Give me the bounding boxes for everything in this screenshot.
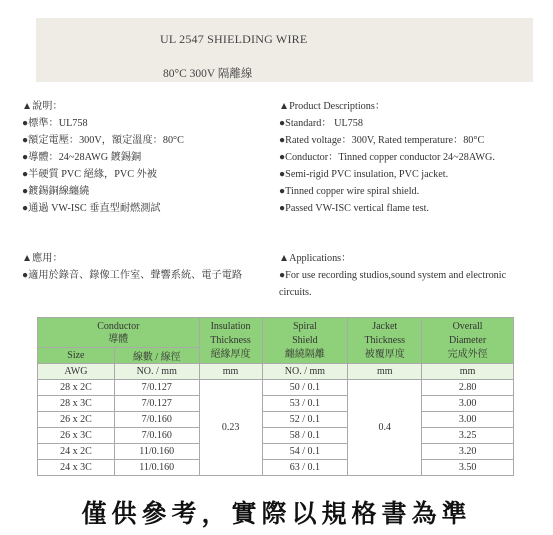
cell-spiral: 54 / 0.1 — [262, 444, 348, 460]
header-jacket-l2: Thickness — [364, 334, 405, 346]
description-en — [279, 98, 541, 217]
table-row — [38, 396, 514, 412]
table-row — [38, 460, 514, 476]
cell-insulation: 0.23 — [199, 380, 262, 476]
cell-conductor: 7/0.160 — [114, 428, 199, 444]
desc-zh-line: ●額定電壓：300V，額定溫度：80°C — [22, 135, 184, 146]
desc-zh-line: ●鍍錫銅線纏繞 — [22, 186, 90, 197]
cell-diameter: 3.25 — [422, 428, 514, 444]
header-insulation-l3: 絕緣厚度 — [210, 348, 251, 360]
description-zh — [22, 98, 272, 217]
desc-zh-line: ▲說明： — [22, 101, 63, 112]
header-conductor-en: Conductor — [97, 320, 140, 332]
desc-en-line: ●Standard： UL758 — [279, 118, 363, 129]
header-diameter-l1: Overall — [452, 320, 483, 332]
table-row — [38, 444, 514, 460]
cell-spiral: 53 / 0.1 — [262, 396, 348, 412]
header-diameter-l2: Diameter — [448, 334, 487, 346]
desc-zh-line: ●半硬質 PVC 絕緣，PVC 外被 — [22, 169, 157, 180]
cell-spiral: 63 / 0.1 — [262, 460, 348, 476]
applications-zh — [22, 250, 277, 284]
cell-diameter: 3.00 — [422, 396, 514, 412]
app-zh-text: ●適用於錄音、錄像工作室、聲響系統、電子電路 — [22, 270, 243, 281]
header-conductor-zh: 導體 — [108, 333, 129, 345]
header-spiral-l1: Spiral — [292, 320, 317, 332]
cell-diameter: 3.20 — [422, 444, 514, 460]
cell-conductor: 7/0.127 — [114, 380, 199, 396]
unit-no-mm: NO. / mm — [262, 364, 348, 380]
header-insulation-l1: Insulation — [210, 320, 251, 332]
app-en-text: ●For use recording studios,sound system and electronic circuits. — [279, 270, 507, 298]
cell-spiral: 50 / 0.1 — [262, 380, 348, 396]
app-en-title: ▲Applications： — [279, 253, 352, 264]
desc-en-line: ●Rated voltage：300V, Rated temperature：80°C — [279, 135, 485, 146]
desc-en-line: ●Semi-rigid PVC insulation, PVC jacket. — [279, 169, 449, 180]
cell-conductor: 11/0.160 — [114, 444, 199, 460]
cell-spiral: 52 / 0.1 — [262, 412, 348, 428]
table-row — [38, 380, 514, 396]
cell-conductor: 11/0.160 — [114, 460, 199, 476]
header-jacket-l1: Jacket — [372, 320, 398, 332]
cell-size: 24 x 3C — [38, 460, 115, 476]
header-diameter-l3: 完成外徑 — [447, 348, 488, 360]
app-zh-title: ▲應用： — [22, 253, 63, 264]
header-size: Size — [38, 348, 115, 364]
header-band — [36, 18, 533, 82]
unit-no-mm: NO. / mm — [114, 364, 199, 380]
cell-size: 24 x 2C — [38, 444, 115, 460]
cell-diameter: 3.00 — [422, 412, 514, 428]
cell-jacket: 0.4 — [348, 380, 422, 476]
table-header-row — [38, 318, 514, 348]
unit-mm: mm — [348, 364, 422, 380]
desc-en-line: ●Passed VW-ISC vertical flame test. — [279, 203, 429, 214]
header-strands: 線數 / 線徑 — [114, 348, 199, 364]
page-subtitle: 80°C 300V 隔離線 — [163, 68, 253, 80]
table-unit-row — [38, 364, 514, 380]
header-spiral-l3: 纏繞隔離 — [284, 348, 325, 360]
unit-awg: AWG — [38, 364, 115, 380]
cell-size: 26 x 3C — [38, 428, 115, 444]
header-conductor — [38, 318, 200, 348]
desc-en-line: ▲Product Descriptions： — [279, 101, 386, 112]
desc-zh-line: ●導體：24~28AWG 鍍錫銅 — [22, 152, 142, 163]
cell-size: 28 x 3C — [38, 396, 115, 412]
applications-en — [279, 250, 541, 301]
cell-diameter: 3.50 — [422, 460, 514, 476]
header-spiral-l2: Shield — [292, 334, 318, 346]
unit-mm: mm — [199, 364, 262, 380]
cell-spiral: 58 / 0.1 — [262, 428, 348, 444]
page-title: UL 2547 SHIELDING WIRE — [160, 32, 308, 46]
cell-diameter: 2.80 — [422, 380, 514, 396]
unit-mm: mm — [422, 364, 514, 380]
header-diameter — [422, 318, 514, 364]
header-spiral — [262, 318, 348, 364]
cell-conductor: 7/0.160 — [114, 412, 199, 428]
header-jacket — [348, 318, 422, 364]
header-insulation — [199, 318, 262, 364]
cell-size: 26 x 2C — [38, 412, 115, 428]
table-row — [38, 412, 514, 428]
desc-zh-line: ●通過 VW-ISC 垂直型耐燃測試 — [22, 203, 161, 214]
header-jacket-l3: 被覆厚度 — [364, 348, 405, 360]
cell-size: 28 x 2C — [38, 380, 115, 396]
spec-table — [37, 317, 514, 476]
cell-conductor: 7/0.127 — [114, 396, 199, 412]
table-row — [38, 428, 514, 444]
disclaimer-text: 僅供參考，實際以規格書為準 — [81, 499, 472, 528]
desc-en-line: ●Tinned copper wire spiral shield. — [279, 186, 420, 197]
desc-zh-line: ●標準：UL758 — [22, 118, 88, 129]
desc-en-line: ●Conductor：Tinned copper conductor 24~28AWG. — [279, 152, 495, 163]
header-insulation-l2: Thickness — [210, 334, 251, 346]
